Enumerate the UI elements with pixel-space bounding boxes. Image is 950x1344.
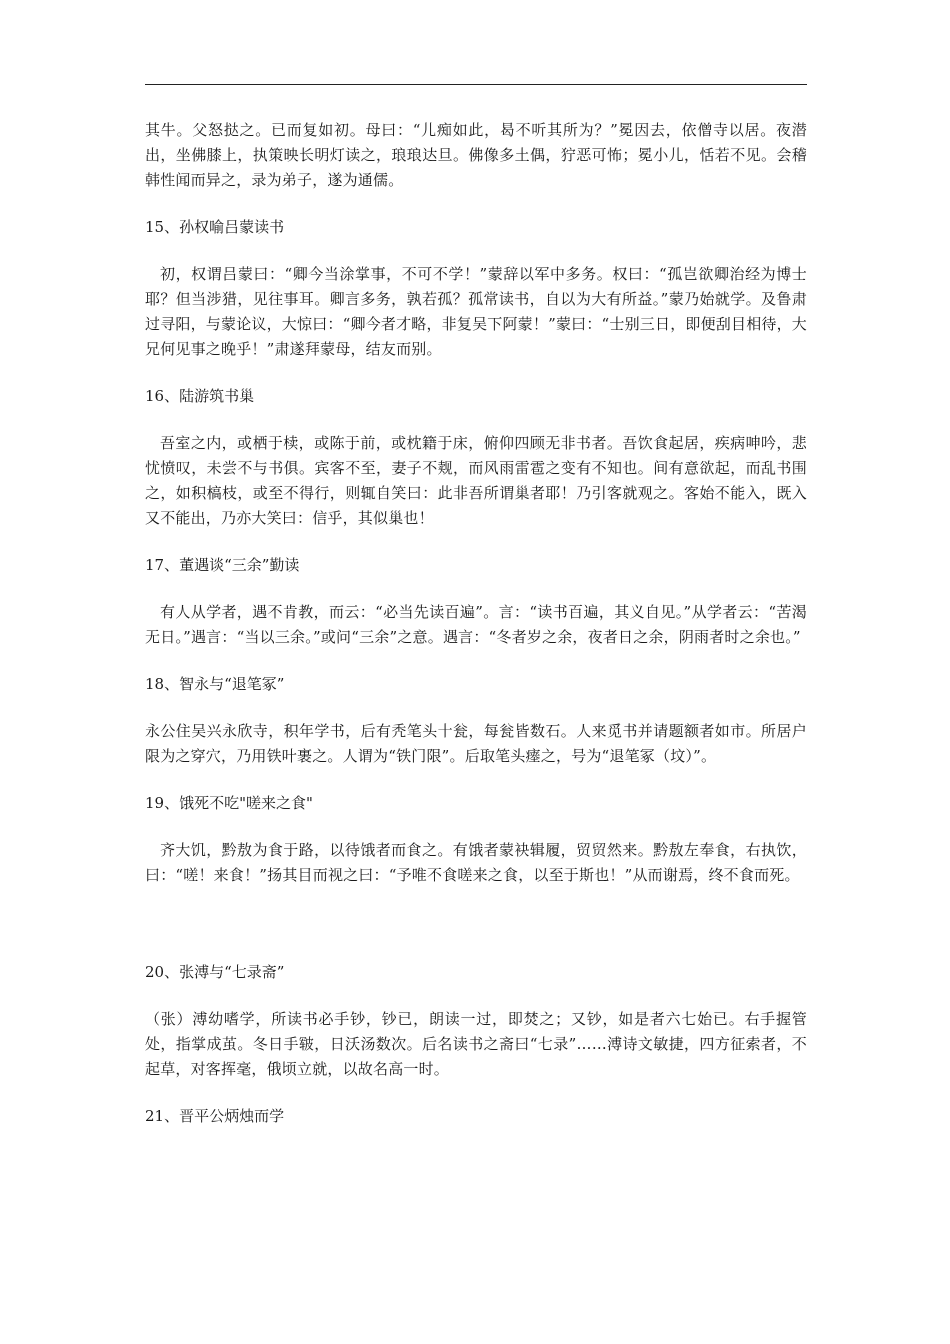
paragraph-17: 有人从学者，遇不肯教，而云：“必当先读百遍”。言：“读书百遍，其义自见。”从学者云：“苦渴无日。”遇言：“当以三余。”或问“三余”之意。遇言：“冬者岁之余，夜者日之余，阴雨者时之余也。”: [145, 603, 807, 646]
section-heading-21: 21、晋平公炳烛而学: [145, 1107, 285, 1125]
section-heading-18: 18、智永与“退笔冢”: [145, 675, 285, 693]
section-heading-16: 16、陆游筑书巢: [145, 387, 255, 405]
document-body: [145, 118, 807, 1151]
section-heading-15: 15、孙权喻吕蒙读书: [145, 218, 285, 236]
paragraph-continued: 其牛。父怒挞之。已而复如初。母曰：“儿痴如此，曷不听其所为？”冕因去，依僧寺以居。夜潜出，坐佛膝上，执策映长明灯读之，琅琅达旦。佛像多土偶，狞恶可怖；冕小儿，恬若不见。会稽韩性闻而异之，录为弟子，遂为通儒。: [145, 121, 807, 189]
section-heading-17: 17、董遇谈“三余”勤读: [145, 556, 300, 574]
paragraph-20: （张）溥幼嗜学，所读书必手钞，钞已，朗读一过，即焚之；又钞，如是者六七始已。右手握管处，指掌成茧。冬日手皲，日沃汤数次。后名读书之斋曰“七录”……溥诗文敏捷，四方征索者，不起草，对客挥毫，俄顷立就，以故名高一时。: [145, 1010, 807, 1078]
paragraph-16: 吾室之内，或栖于椟，或陈于前，或枕籍于床，俯仰四顾无非书者。吾饮食起居，疾病呻吟，悲忧愤叹，未尝不与书俱。宾客不至，妻子不觌，而风雨雷雹之变有不知也。间有意欲起，而乱书围之，如积槁枝，或至不得行，则辄自笑曰：此非吾所谓巢者耶！乃引客就观之。客始不能入，既入又不能出，乃亦大笑曰：信乎，其似巢也！: [145, 434, 807, 527]
paragraph-19: 齐大饥，黔敖为食于路，以待饿者而食之。有饿者蒙袂辑履，贸贸然来。黔敖左奉食，右执饮，曰：“嗟！来食！”扬其目而视之曰：“予唯不食嗟来之食，以至于斯也！”从而谢焉，终不食而死。: [145, 841, 807, 884]
paragraph-15: 初，权谓吕蒙曰：“卿今当涂掌事，不可不学！”蒙辞以军中多务。权曰：“孤岂欲卿治经为博士耶？但当涉猎，见往事耳。卿言多务，孰若孤？孤常读书，自以为大有所益。”蒙乃始就学。及鲁肃过寻阳，与蒙论议，大惊曰：“卿今者才略，非复吴下阿蒙！”蒙曰：“士别三日，即便刮目相待，大兄何见事之晚乎！”肃遂拜蒙母，结友而别。: [145, 265, 808, 358]
paragraph-18: 永公住吴兴永欣寺，积年学书，后有秃笔头十瓮，每瓮皆数石。人来觅书并请题额者如市。所居户限为之穿穴，乃用铁叶裹之。人谓为“铁门限”。后取笔头瘗之，号为“退笔冢（坟）”。: [145, 722, 807, 765]
section-heading-19: 19、饿死不吃"嗟来之食": [145, 794, 313, 812]
section-heading-20: 20、张溥与“七录斋”: [145, 963, 285, 981]
blank-spacer: [145, 910, 807, 960]
header-rule: [145, 84, 807, 85]
